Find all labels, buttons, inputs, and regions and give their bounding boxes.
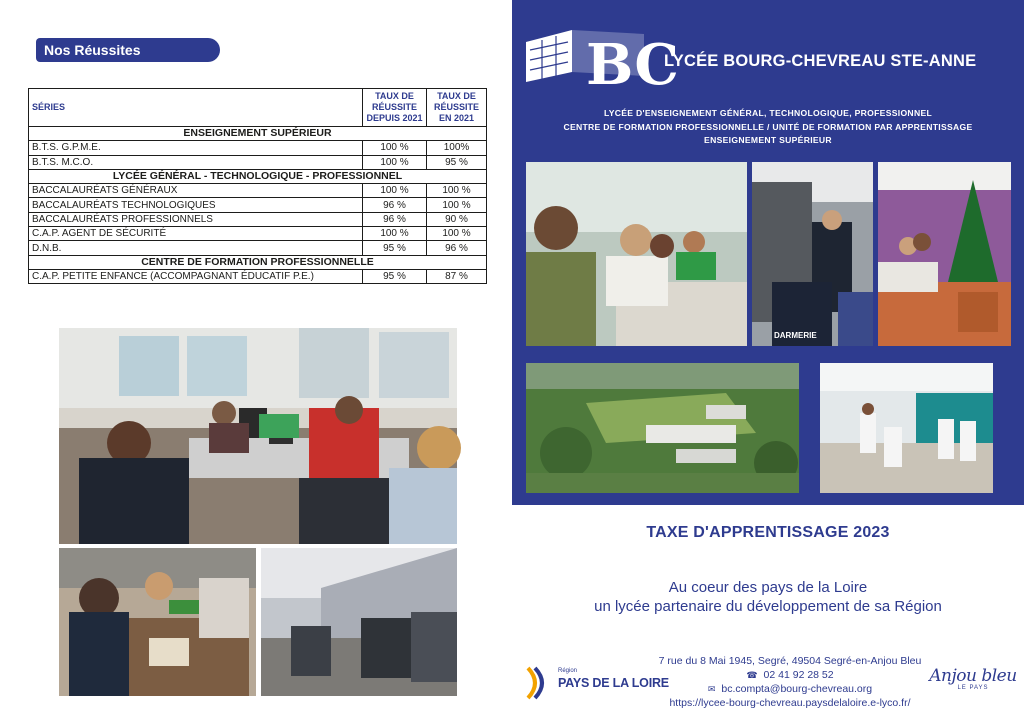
tagline-line: un lycée partenaire du développement de sa Région — [594, 598, 942, 615]
photo-classroom-students — [59, 328, 457, 544]
email-link[interactable]: bc.compta@bourg-chevreau.org — [721, 683, 873, 695]
phone-icon: ☎ — [746, 670, 758, 680]
rate-in-2021: 96 % — [427, 241, 487, 255]
photo-gendarmerie-truck — [752, 162, 873, 346]
table-row — [29, 141, 487, 155]
group-row — [29, 255, 487, 269]
vest-label: DARMERIE — [774, 331, 817, 340]
rate-in-2021: 90 % — [427, 212, 487, 226]
group-row — [29, 127, 487, 141]
header-since-line: DEPUIS 2021 — [366, 113, 423, 123]
table-header-row — [29, 89, 487, 127]
row-label: D.N.B. — [29, 241, 363, 255]
row-label: C.A.P. PETITE ENFANCE (ACCOMPAGNANT ÉDUCATIF P.E.) — [29, 269, 363, 283]
contact-block — [640, 654, 940, 710]
subtitle-line: ENSEIGNEMENT SUPÉRIEUR — [704, 135, 832, 145]
phone-line — [640, 668, 940, 682]
rate-since-2021: 100 % — [363, 227, 427, 241]
subtitle-line: CENTRE DE FORMATION PROFESSIONNELLE / UNITÉ DE FORMATION PAR APPRENTISSAGE — [563, 121, 973, 132]
table-row — [29, 241, 487, 255]
row-label: C.A.P. AGENT DE SÉCURITÉ — [29, 227, 363, 241]
header-in-line: RÉUSSITE — [433, 102, 479, 112]
rate-since-2021: 95 % — [363, 241, 427, 255]
taxe-title: TAXE D'APPRENTISSAGE 2023 — [646, 524, 890, 541]
right-page — [512, 0, 1024, 722]
address: 7 rue du 8 Mai 1945, Segré, 49504 Segré-en-Anjou Bleu — [658, 655, 922, 667]
website-link[interactable]: https://lycee-bourg-chevreau.paysdelaloire.e-lyco.fr/ — [669, 697, 911, 709]
table-row — [29, 155, 487, 169]
header-in-2021 — [427, 89, 487, 127]
photo-students-activity — [59, 548, 256, 696]
tagline — [512, 578, 1024, 616]
header-in-line: TAUX DE — [437, 91, 476, 101]
header-since-2021 — [363, 89, 427, 127]
logo-letters: BC — [586, 32, 679, 98]
tagline-line: Au coeur des pays de la Loire — [668, 579, 868, 596]
rate-since-2021: 100 % — [363, 141, 427, 155]
header-panel — [512, 0, 1024, 505]
region-label: Région — [558, 668, 578, 674]
rate-in-2021: 95 % — [427, 155, 487, 169]
rate-since-2021: 100 % — [363, 184, 427, 198]
email-line — [640, 682, 940, 696]
photo-school-courtyard — [261, 548, 457, 696]
group-title: ENSEIGNEMENT SUPÉRIEUR — [29, 127, 487, 141]
group-title: CENTRE DE FORMATION PROFESSIONNELLE — [29, 255, 487, 269]
row-label: BACCALAURÉATS TECHNOLOGIQUES — [29, 198, 363, 212]
school-name: LYCÉE BOURG-CHEVREAU STE-ANNE — [664, 52, 977, 70]
rate-since-2021: 96 % — [363, 212, 427, 226]
rate-in-2021: 100 % — [427, 184, 487, 198]
row-label: B.T.S. G.P.M.E. — [29, 141, 363, 155]
table-row — [29, 212, 487, 226]
table-row — [29, 227, 487, 241]
region-logo — [524, 664, 669, 704]
phone-number[interactable]: 02 41 92 28 52 — [763, 669, 834, 681]
school-subtitle — [512, 107, 1024, 148]
table-row — [29, 198, 487, 212]
rate-in-2021: 100 % — [427, 227, 487, 241]
region-name: PAYS DE LA LOIRE — [558, 676, 669, 690]
header-in-line: EN 2021 — [438, 113, 475, 123]
rate-since-2021: 95 % — [363, 269, 427, 283]
section-title: Nos Réussites — [36, 38, 220, 62]
table-row — [29, 184, 487, 198]
rate-since-2021: 100 % — [363, 155, 427, 169]
region-mark-icon — [524, 666, 554, 700]
anjou-bleu-logo — [928, 666, 1018, 706]
table-row — [29, 269, 487, 283]
photo-students-desk — [526, 162, 747, 346]
subtitle-line: LYCÉE D'ENSEIGNEMENT GÉNÉRAL, TECHNOLOGIQUE, PROFESSIONNEL — [603, 108, 933, 118]
group-title: LYCÉE GÉNÉRAL - TECHNOLOGIQUE - PROFESSIONNEL — [29, 169, 487, 183]
mail-icon: ✉ — [707, 684, 716, 694]
rate-in-2021: 87 % — [427, 269, 487, 283]
photo-laboratory — [820, 363, 993, 493]
header-since-line: TAUX DE — [375, 91, 414, 101]
row-label: B.T.S. M.C.O. — [29, 155, 363, 169]
row-label: BACCALAURÉATS PROFESSIONNELS — [29, 212, 363, 226]
photo-aerial-campus — [526, 363, 799, 493]
rate-since-2021: 96 % — [363, 198, 427, 212]
group-row — [29, 169, 487, 183]
photo-christmas-tree — [878, 162, 1011, 346]
anjou-script: Anjou bleu — [929, 666, 1017, 686]
rate-in-2021: 100% — [427, 141, 487, 155]
results-table — [28, 88, 487, 284]
header-series: SÉRIES — [29, 89, 363, 127]
rate-in-2021: 100 % — [427, 198, 487, 212]
header-since-line: RÉUSSITE — [371, 102, 417, 112]
school-logo — [524, 24, 679, 98]
row-label: BACCALAURÉATS GÉNÉRAUX — [29, 184, 363, 198]
anjou-sub: LE PAYS — [957, 685, 989, 691]
